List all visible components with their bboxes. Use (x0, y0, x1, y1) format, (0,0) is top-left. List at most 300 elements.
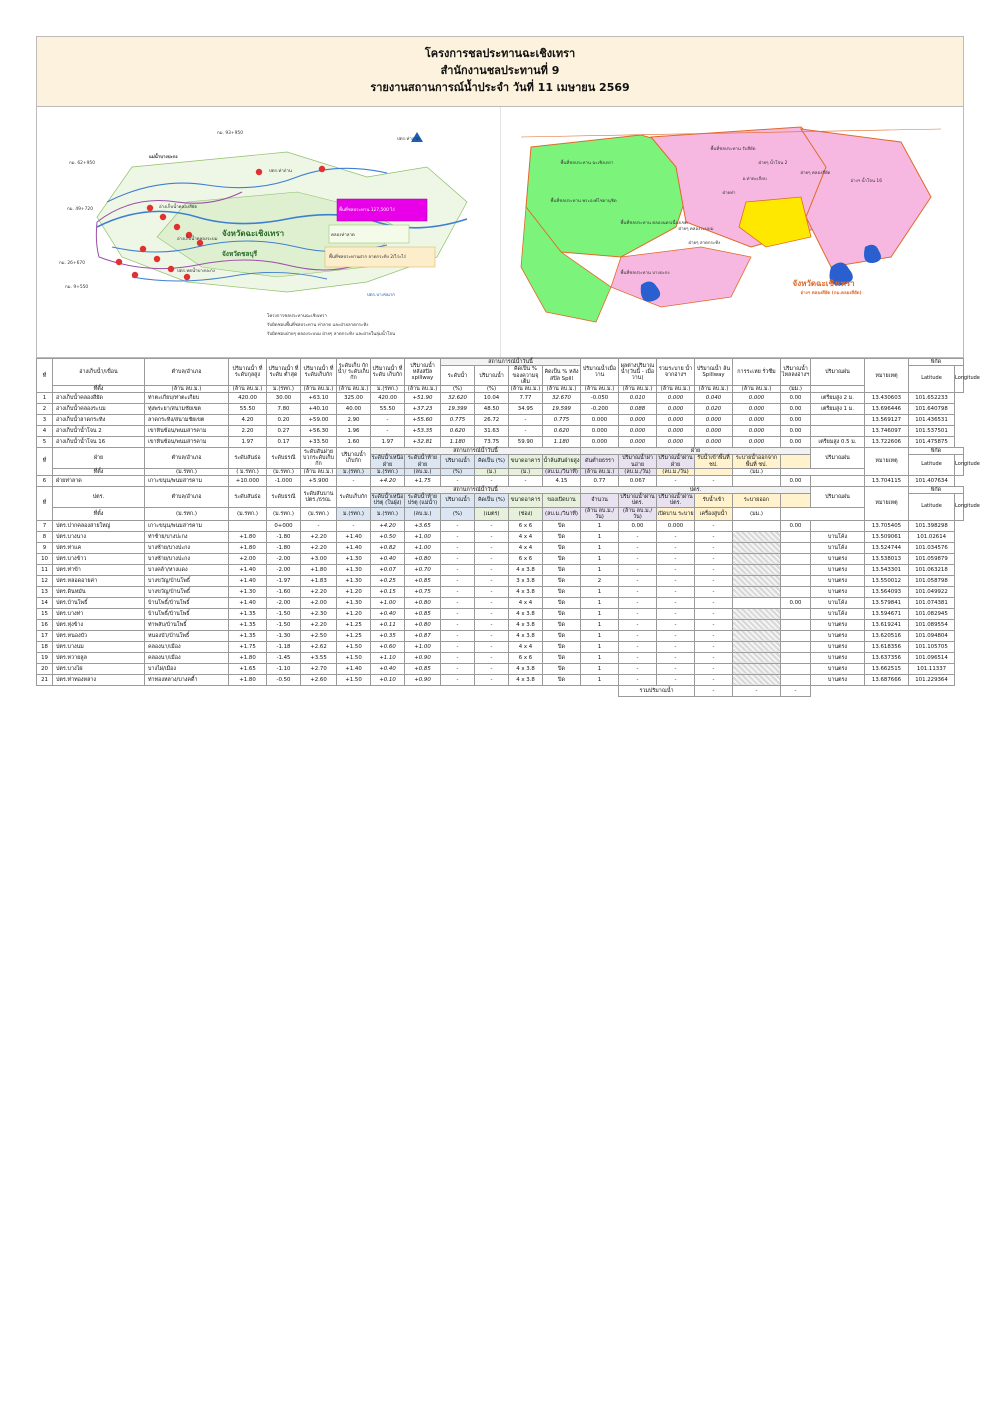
th3-u-d3: (ลบ.ม.) (405, 507, 441, 520)
th3-d3: ปริมาณน้ำ (441, 494, 475, 507)
cell-c1: +1.75 (229, 641, 267, 652)
cell-c1: +10.000 (229, 475, 267, 486)
cell-e4: - (657, 652, 695, 663)
cell-lat: 13.594671 (865, 608, 909, 619)
cell-d2: +0.80 (405, 597, 441, 608)
cell-name: อ่างเก็บน้ำน้ำโจน 16 (53, 437, 145, 448)
map-caption-2: รับผิดชอบพื้นที่ชลประทาน ท่าลาด และฝ่ายลาดกระทิง (267, 323, 369, 329)
total-pad-2 (53, 685, 145, 696)
cell-e1: ปิด (543, 531, 581, 542)
cell-e6 (733, 531, 781, 542)
report-sheet (36, 36, 980, 697)
cell-e2: 1 (581, 564, 619, 575)
map-caption-1: โครงการชลประทานฉะเชิงเทรา (267, 314, 328, 320)
cell-note: บานโค้ง (811, 531, 865, 542)
cell-d2: 48.50 (475, 404, 509, 415)
cell-c1: +1.35 (229, 619, 267, 630)
cell-c4: +1.25 (337, 619, 371, 630)
th-note: หมายเหตุ (865, 359, 909, 393)
cell-e5: - (695, 619, 733, 630)
cell-d4: - (475, 641, 509, 652)
th-d5: ปริมาณน้ำเมื่อวาน (581, 359, 619, 386)
cell-e5: - (695, 597, 733, 608)
header-line-1: โครงการชลประทานฉะเชิงเทรา (424, 47, 576, 60)
cell-note: บานโค้ง (811, 608, 865, 619)
th2-coord: พิกัด (909, 448, 964, 455)
total-pad-12 (509, 685, 543, 696)
th3-e6: ระบายออก (733, 494, 781, 507)
th-c4: ระดับเก็บ กักน้ำ/ ระดับเก็บกัก (337, 359, 371, 386)
cell-e2: 1 (581, 663, 619, 674)
map-label-fai-ladkrating: ฝ่ายๆ ลาดกระทิง (688, 241, 721, 247)
cell-c4: +1.40 (337, 542, 371, 553)
cell-name: อ่างเก็บน้ำลาดกระทิง (53, 415, 145, 426)
cell-d9: 0.000 (733, 415, 781, 426)
cell-c5: 55.50 (371, 404, 405, 415)
th3-location: ตำบล/อำเภอ (145, 486, 229, 507)
cell-d10: 0.00 (781, 426, 811, 437)
cell-c1: +1.40 (229, 564, 267, 575)
cell-lon: 101.058798 (909, 575, 955, 586)
cell-e4: - (657, 597, 695, 608)
th-d6: ผลต่างปริมาณน้ำ(วันนี้ - เมื่อวาน) (619, 359, 657, 386)
th2-u-e2: (ลบ.ม./วินาที) (543, 468, 581, 475)
th2-location-sub: ที่ตั้ง (53, 468, 145, 475)
cell-e3: - (619, 663, 657, 674)
th3-u-c4: (ม.รทก.) (301, 507, 337, 520)
cell-c3: +2.70 (301, 663, 337, 674)
cell-c3: +56.30 (301, 426, 337, 437)
total-pad-3 (145, 685, 229, 696)
report-header (36, 36, 964, 107)
cell-e5: - (695, 663, 733, 674)
th2-group-out: ฝ่าย (581, 448, 811, 455)
th3-c1: ระดับสันธ่อ (229, 486, 267, 507)
total-pad-17 (909, 685, 955, 696)
th2-e3: ปริมาณน้ำผ่านอ่าย (619, 455, 657, 468)
cell-note: เตรียมสูง 1 ม. (811, 404, 865, 415)
cell-d2: 10.04 (475, 393, 509, 404)
cell-d5: -0.050 (581, 393, 619, 404)
cell-lat: 13.538013 (865, 553, 909, 564)
cell-e5: - (695, 542, 733, 553)
cell-d5: 4 x 4 (509, 531, 543, 542)
map-label-river: แม่น้ำบางปะกง (149, 155, 178, 161)
cell-d9: 0.000 (733, 437, 781, 448)
th3-c2: ระดับธรณี (267, 486, 301, 507)
cell-c1: +2.00 (229, 553, 267, 564)
cell-note: บานตรง (811, 586, 865, 597)
th-u-d6: (ล้าน ลบ.ม.) (581, 385, 619, 392)
cell-d4: - (475, 475, 509, 486)
cell-d7: 0.000 (657, 437, 695, 448)
th-c2: ปริมาณน้ำ ที่ระดับ ต่ำสุด (267, 359, 301, 386)
cell-d1: +0.82 (371, 542, 405, 553)
th3-u-c2: (ม.รทก.) (229, 507, 267, 520)
cell-lon: 101.105705 (909, 641, 955, 652)
cell-d7: 0.000 (657, 426, 695, 437)
total-pad-15 (811, 685, 865, 696)
th2-u-c2: ( ม.รทก.) (229, 468, 267, 475)
cell-note: บานตรง (811, 674, 865, 685)
cell-e5: - (695, 564, 733, 575)
cell-c1: +1.65 (229, 663, 267, 674)
cell-d3: - (441, 619, 475, 630)
th-c5: ปริมาณน้ำ ที่ระดับ เก็บกัก (371, 359, 405, 386)
cell-d2: 31.63 (475, 426, 509, 437)
cell-name: ปตร.ปากคลองสายใหญ่ (53, 520, 145, 531)
cell-d4: - (475, 619, 509, 630)
cell-no: 7 (37, 520, 53, 531)
cell-d2: 26.72 (475, 415, 509, 426)
cell-loc: บางไผ่/เมือง (145, 663, 229, 674)
section2-header-row-1 (37, 448, 964, 455)
cell-d1: +0.40 (371, 608, 405, 619)
cell-loc: บ้านโพธิ์/บ้านโพธิ์ (145, 597, 229, 608)
table-row (37, 619, 964, 630)
cell-e5: - (695, 674, 733, 685)
cell-lon: 101.059879 (909, 553, 955, 564)
cell-c3: +2.00 (301, 597, 337, 608)
cell-e6 (733, 520, 781, 531)
cell-lon: 101.640798 (909, 404, 955, 415)
cell-lon: 101.537501 (909, 426, 955, 437)
th-reservoir-name: อ่างเก็บน้ำ/เขื่อน (53, 359, 145, 386)
cell-e1: 4.15 (543, 475, 581, 486)
th3-group-today: สถานการณ์น้ำวันนี้ (371, 486, 581, 493)
cell-d7: 0.000 (657, 404, 695, 415)
cell-e3: 0.067 (619, 475, 657, 486)
cell-d3: - (441, 531, 475, 542)
cell-d2: +0.80 (405, 619, 441, 630)
cell-e2: 1 (581, 520, 619, 531)
cell-e5: - (695, 586, 733, 597)
cell-c2: -1.50 (267, 619, 301, 630)
cell-c1: 420.00 (229, 393, 267, 404)
cell-d1: 1.180 (441, 437, 475, 448)
th-d4: คิดเป็น % หลังสปิล Spill (543, 366, 581, 386)
cell-d1: +0.07 (371, 564, 405, 575)
total-pad-13 (543, 685, 581, 696)
th-group-today: สถานการณ์น้ำวันนี้ (441, 359, 581, 366)
th3-location-sub: ที่ตั้ง (53, 507, 145, 520)
cell-c2: -0.50 (267, 674, 301, 685)
cell-name: ปตร.ท่าทองหลาง (53, 674, 145, 685)
th2-c4: ปริมาณน้ำ เก็บกัก (337, 448, 371, 469)
cell-d1: +0.40 (371, 663, 405, 674)
cell-e4: - (657, 586, 695, 597)
cell-e6 (733, 564, 781, 575)
cell-c3: +2.50 (301, 630, 337, 641)
cell-e4: - (657, 641, 695, 652)
cell-c2: 7.80 (267, 404, 301, 415)
cell-c5: - (371, 415, 405, 426)
cell-e5: - (695, 608, 733, 619)
cell-loc: คลองนา/เมือง (145, 652, 229, 663)
cell-d2: +0.90 (405, 674, 441, 685)
cell-lat: 13.524744 (865, 542, 909, 553)
total-v1: - (695, 685, 733, 696)
table-row (37, 553, 964, 564)
th3-c3: ระดับสันบานปตร./ธรณ. (301, 486, 337, 507)
cell-lat: 13.509061 (865, 531, 909, 542)
map-label-ptr-thathan: ปตร.ท่าถ่าน (269, 169, 292, 175)
map-label-province-chonburi: จังหวัดชลบุรี (222, 250, 258, 259)
cell-e4: - (657, 619, 695, 630)
section1-header-row-3 (37, 385, 964, 392)
cell-lon: 101.398298 (909, 520, 955, 531)
map-label-fai-rabom: ฝ่ายๆ คลองระบบม (678, 227, 714, 233)
cell-d5: 4 x 3.8 (509, 564, 543, 575)
cell-d4: 0.775 (543, 415, 581, 426)
cell-c1: 1.97 (229, 437, 267, 448)
th3-c4: ระดับเก็บกัก (337, 486, 371, 507)
cell-d1: +1.10 (371, 652, 405, 663)
cell-d4: - (475, 630, 509, 641)
cell-e1: ปิด (543, 597, 581, 608)
th3-u-d4: (%) (441, 507, 475, 520)
total-pad-16 (865, 685, 909, 696)
cell-c4: +1.30 (337, 564, 371, 575)
cell-c5: - (371, 426, 405, 437)
cell-e4: - (657, 630, 695, 641)
cell-d5: -0.200 (581, 404, 619, 415)
cell-d3: - (441, 630, 475, 641)
cell-d4: - (475, 564, 509, 575)
cell-c3: +2.20 (301, 619, 337, 630)
cell-e6 (733, 619, 781, 630)
cell-name: อ่างเก็บน้ำคลองสียัด (53, 393, 145, 404)
cell-c2: -2.00 (267, 553, 301, 564)
th2-d5: ขนาดอาคาร (509, 455, 543, 468)
cell-no: 17 (37, 630, 53, 641)
table-row (37, 575, 964, 586)
th-u-c4: (ล้าน ลบ.ม.) (301, 385, 337, 392)
map-label-km-62: กม. 62+950 (69, 161, 95, 167)
cell-d5: 0.000 (581, 437, 619, 448)
th2-e6: ระบายน้ำออกจากพื้นที่ ชป. (733, 455, 781, 468)
cell-d5: 4 x 3.8 (509, 619, 543, 630)
cell-c4: 2.90 (337, 415, 371, 426)
total-pad-14 (581, 685, 619, 696)
cell-c2: -2.00 (267, 597, 301, 608)
th2-u-c3: (ม.รทก.) (267, 468, 301, 475)
th2-u-e5: (ลบ.ม./วัน) (657, 468, 695, 475)
th2-e5: รับน้ำเข้าพื้นที่ ชป. (695, 455, 733, 468)
th3-u-e2: (ลบ.ม./วินาที) (543, 507, 581, 520)
cell-d3: 34.95 (509, 404, 543, 415)
cell-e7 (781, 619, 811, 630)
cell-c3: +1.80 (301, 564, 337, 575)
cell-d8: 0.040 (695, 393, 733, 404)
table-row (37, 652, 964, 663)
th3-u-e4: (ล้าน ลบ.ม./วัน) (619, 507, 657, 520)
th-u-d3: (%) (475, 385, 509, 392)
cell-d3: - (441, 553, 475, 564)
cell-c1: +1.40 (229, 575, 267, 586)
map-label-ptr-bangpakong: ปตร.ทดน้ำบางปะกง (177, 269, 215, 275)
cell-d2: +0.85 (405, 575, 441, 586)
cell-e7 (781, 564, 811, 575)
map-caption-3: รับผิดชอบฝ่ายๆ คลองระบบม ฝ่ายๆ ลาดกระทิง และฝ่ายในลุ่มน้ำโจน (267, 332, 396, 338)
cell-e2: 1 (581, 619, 619, 630)
map-label-area-siyat: พื้นที่ชลประทาน รับสียัด (710, 147, 756, 153)
total-pad-7 (337, 685, 371, 696)
map-label-province: จังหวัดฉะเชิงเทรา (792, 279, 855, 289)
cell-no: 1 (37, 393, 53, 404)
water-situation-table (36, 358, 980, 697)
cell-d2: +1.75 (405, 475, 441, 486)
cell-d5: 0.000 (581, 415, 619, 426)
th-d8: ปริมาณน้ำ ล้น Spillway (695, 359, 733, 386)
th3-e7: ปริมาณฝน (811, 486, 865, 507)
cell-no: 16 (37, 619, 53, 630)
map-label-amphoe: ปตร.บางขนาก (367, 293, 395, 299)
cell-lat: 13.569127 (865, 415, 909, 426)
map-label-km-93: กม. 93+950 (217, 131, 243, 137)
cell-lat: 13.704115 (865, 475, 909, 486)
cell-e1: ปิด (543, 641, 581, 652)
th3-d4: คิดเป็น (%) (475, 494, 509, 507)
cell-e2: 1 (581, 652, 619, 663)
map-label-res-siyat: อ่างเก็บน้ำคลองสียัด (159, 205, 198, 211)
cell-name: ปตร.บางนาง (53, 531, 145, 542)
cell-e5: - (695, 475, 733, 486)
cell-d2: +0.80 (405, 553, 441, 564)
th2-longitude: Longitude (955, 455, 964, 476)
th-c6: ปริมาณน้ำ หลังสปิล spillway (405, 359, 441, 386)
th-coord: พิกัด (909, 359, 964, 366)
th-u-d10: (ล้าน ลบ.ม.) (733, 385, 781, 392)
table-row (37, 531, 964, 542)
cell-d5: 6 x 6 (509, 652, 543, 663)
cell-no: 19 (37, 652, 53, 663)
cell-note: บานตรง (811, 619, 865, 630)
cell-d8: 0.020 (695, 404, 733, 415)
cell-e4: - (657, 475, 695, 486)
cell-d3: - (509, 415, 543, 426)
cell-c1: +1.35 (229, 608, 267, 619)
cell-e7: 0.00 (781, 597, 811, 608)
th2-u-c4: (ล้าน ลบ.ม.) (301, 468, 337, 475)
cell-note (811, 520, 865, 531)
cell-e5: - (695, 575, 733, 586)
cell-d3: - (441, 575, 475, 586)
th-u-d7: (ล้าน ลบ.ม.) (619, 385, 657, 392)
cell-d4: - (475, 553, 509, 564)
cell-e3: - (619, 630, 657, 641)
cell-c1: +1.30 (229, 586, 267, 597)
cell-e3: - (619, 575, 657, 586)
cell-loc: คลองนา/เมือง (145, 641, 229, 652)
cell-d5: 4 x 4 (509, 641, 543, 652)
cell-no: 9 (37, 542, 53, 553)
map-label-area-phraongchaiyanuchit: พื้นที่ชลประทาน พระองค์ไชยานุชิต (550, 199, 617, 205)
cell-name: ปตร.บางข้าว (53, 553, 145, 564)
cell-d4: - (475, 520, 509, 531)
cell-c3: +2.20 (301, 542, 337, 553)
total-pad-11 (475, 685, 509, 696)
th3-e4: ปริมาณน้ำผ่าน ปตร. (658, 494, 693, 507)
cell-loc: ท่าตะเกียบ/ท่าตะเกียบ (145, 393, 229, 404)
cell-e6 (733, 641, 781, 652)
cell-c4: +1.40 (337, 531, 371, 542)
total-pad-8 (371, 685, 405, 696)
th2-c3: ระดับสันฝายบวกระดับเก็บกัก (301, 448, 337, 469)
table-row (37, 597, 964, 608)
cell-e4: - (657, 575, 695, 586)
cell-e1: ปิด (543, 564, 581, 575)
cell-d3: - (441, 564, 475, 575)
cell-c2: -1.50 (267, 608, 301, 619)
th3-u-c3: (ม.รทก.) (267, 507, 301, 520)
th3-e1: ของเปิดบาน (543, 494, 581, 507)
cell-d4: - (475, 663, 509, 674)
cell-e1: ปิด (543, 674, 581, 685)
cell-c4: +1.50 (337, 641, 371, 652)
cell-c6: +51.90 (405, 393, 441, 404)
header-line-2: สำนักงานชลประทานที่ 9 (440, 64, 560, 78)
cell-c2: 0.17 (267, 437, 301, 448)
th-d3: คิดเป็น % ของความจุเต็ม (509, 366, 543, 386)
cell-note: บานตรง (811, 652, 865, 663)
th2-e4: ปริมาณน้ำผ่านฝ่าย (658, 455, 693, 468)
cell-name: ปตร.หนองบัว (53, 630, 145, 641)
cell-c3: +2.20 (301, 531, 337, 542)
cell-d6: 0.088 (619, 404, 657, 415)
cell-d3: 59.90 (509, 437, 543, 448)
cell-d10: 0.00 (781, 393, 811, 404)
cell-note: บานโค้ง (811, 542, 865, 553)
cell-d10: 0.00 (781, 437, 811, 448)
cell-d1: 19.399 (441, 404, 475, 415)
cell-e1: ปิด (543, 663, 581, 674)
cell-d2: +0.85 (405, 608, 441, 619)
table-row (37, 415, 964, 426)
cell-e1: ปิด (543, 542, 581, 553)
cell-c3: +3.00 (301, 553, 337, 564)
cell-d5: 4 x 3.8 (509, 608, 543, 619)
th2-u-e7: (มม.) (733, 468, 781, 475)
cell-c4: +1.25 (337, 630, 371, 641)
cell-lat: 13.619241 (865, 619, 909, 630)
map-label-res-siyat-right: อ่างฯ คลองสียัด (กม.คลองสียัด) (800, 291, 862, 297)
cell-e6 (733, 663, 781, 674)
cell-lat: 13.550012 (865, 575, 909, 586)
cell-c5: 420.00 (371, 393, 405, 404)
map-label-fai-thalat: ปตร.ท่าลาด (397, 137, 420, 143)
cell-no: 14 (37, 597, 53, 608)
cell-c3: +1.83 (301, 575, 337, 586)
cell-no: 20 (37, 663, 53, 674)
th2-u-c1: (ม.รทก.) (145, 468, 229, 475)
cell-c2: -2.00 (267, 564, 301, 575)
th-u-c2: (ล้าน ลบ.ม.) (229, 385, 267, 392)
cell-note: บานตรง (811, 575, 865, 586)
cell-c1: +1.80 (229, 652, 267, 663)
th3-e5: รับน้ำเข้า (695, 494, 733, 507)
cell-note: บานโค้ง (811, 597, 865, 608)
th2-group-today: สถานการณ์น้ำวันนี้ (371, 448, 581, 455)
cell-d3: - (441, 663, 475, 674)
cell-e7 (781, 586, 811, 597)
cell-d10: 0.00 (781, 404, 811, 415)
cell-c1: 2.20 (229, 426, 267, 437)
cell-d1: +0.11 (371, 619, 405, 630)
cell-d7: 0.000 (657, 415, 695, 426)
cell-no: 12 (37, 575, 53, 586)
cell-d4: - (475, 575, 509, 586)
